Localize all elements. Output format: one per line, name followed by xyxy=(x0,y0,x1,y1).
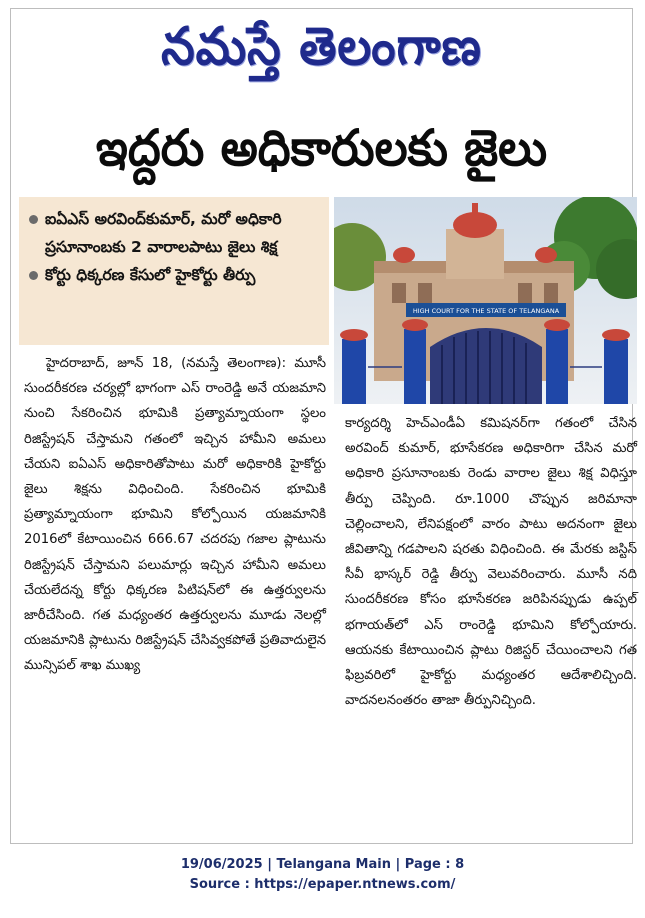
source-url: Source : https://epaper.ntnews.com/ xyxy=(189,877,456,892)
article-headline: ఇద్దరు అధికారులకు జైలు xyxy=(95,119,548,177)
bullet-icon xyxy=(29,215,38,224)
highlight-item xyxy=(27,261,323,289)
highlights-box xyxy=(19,197,329,345)
highlight-text: ఐఏఎస్ అరవింద్‌కుమార్, మరో అధికారి ప్రసూనాంబకు 2 వారాలపాటు జైలు శిక్ష xyxy=(45,210,282,256)
highlight-item xyxy=(27,205,323,261)
highlight-text: కోర్టు ధిక్కరణ కేసులో హైకోర్టు తీర్పు xyxy=(45,266,256,284)
newspaper-masthead: నమస్తే తెలంగాణ xyxy=(161,17,482,77)
court-name-board: HIGH COURT FOR THE STATE OF TELANGANA xyxy=(412,307,560,315)
article-body-left-column xyxy=(24,351,326,679)
bullet-icon xyxy=(29,271,38,280)
article-paragraph: హైదరాబాద్, జూన్ 18, (నమస్తే తెలంగాణ): మూసీ సుందరీకరణ చర్యల్లో భాగంగా ఎస్ రాంరెడ్డి అనే యజమాని నుంచి సేకరించిన భూమికి ప్రత్యామ్నాయంగా స్థలం రిజిస్ట్రేషన్ చేస్తామని గతంలో ఇచ్చిన హామీని అమలు చేయని ఐఏఎస్ అధికారితోపాటు మరో అధికారికి హైకోర్టు జైలు శిక్షను విధించింది. సేకరించిన భూమికి ప్రత్యామ్నాయంగా భూమిని కోల్పోయిన యజమానికి 2016లో కేటాయించిన 666.67 చదరపు గజాల ప్లాటును రిజిస్ట్రేషన్ చేస్తామని పలుమార్లు ఇచ్చిన హామీని అమలు చేయలేదన్న కోర్టు ధిక్కరణ పిటిషన్‌లో ఈ ఉత్తర్వులను జారీచేసింది. గత మధ్యంతర ఉత్తర్వులను మూడు నెలల్లో యజమానికి ప్లాటును రిజిస్ట్రేషన్ చేసివ్వకపోతే ప్రతివాదులైన మున్సిపల్ శాఖ ముఖ్య xyxy=(24,356,326,674)
article-body-right-column xyxy=(345,411,637,713)
edition-info: 19/06/2025 | Telangana Main | Page : 8 xyxy=(180,857,465,872)
high-court-photo xyxy=(334,197,637,404)
epaper-clipping xyxy=(10,8,637,844)
article-paragraph: కార్యదర్శి హెచ్ఎండీఏ కమిషనర్‌గా గతంలో చేసిన అరవింద్ కుమార్, భూసేకరణ అధికారిగా చేసిన మరో అధికారి ప్రసూనాంబకు రెండు వారాల జైలు శిక్ష విధిస్తూ తీర్పు చెప్పింది. రూ.1000 చొప్పున జరిమానా చెల్లించాలని, లేనిపక్షంలో వారం పాటు అదనంగా జైలు జీవితాన్ని గడపాలని షరతు విధించింది. ఈ మేరకు జస్టిస్ సీవీ భాస్కర్ రెడ్డి తీర్పు వెలువరించారు. మూసీ నది సుందరీకరణ కోసం భూసేకరణ జరిపినప్పుడు ఉప్పల్ భగాయత్‌లో ఎస్ రాంరెడ్డి భూమిని కోల్పోయారు. ఆయనకు కేటాయించిన ప్లాటు రిజిస్టర్ చేయించాలని గత ఫిబ్రవరిలో హైకోర్టు మధ్యంతర ఆదేశాలిచ్చింది. వాదనలనంతరం తాజా తీర్పునిచ్చింది. xyxy=(345,416,637,709)
